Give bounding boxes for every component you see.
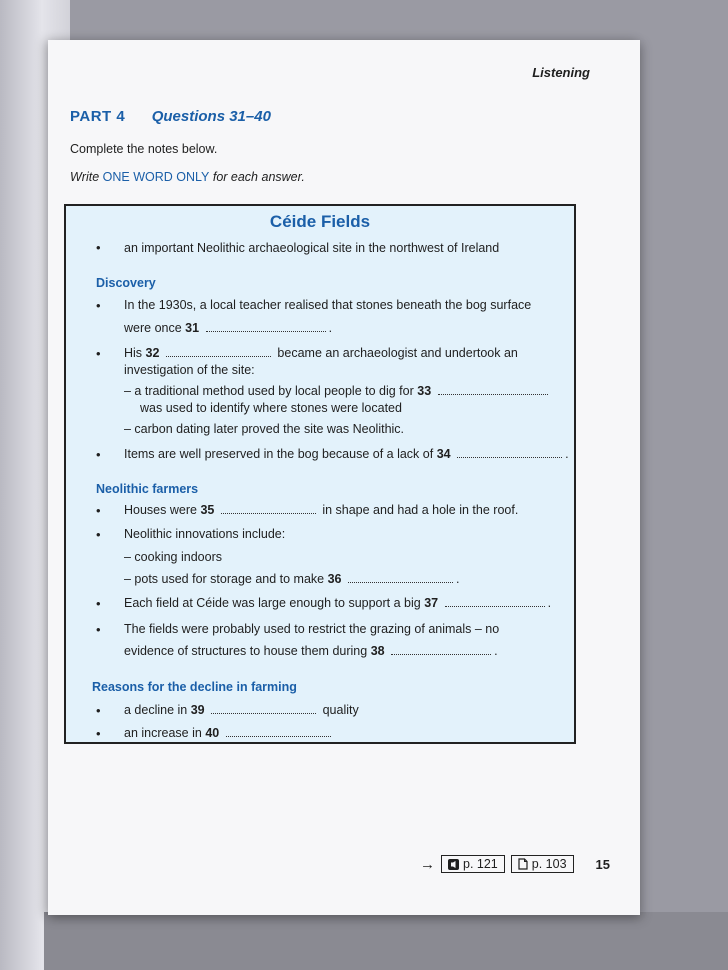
answer-gap-33[interactable]	[438, 393, 548, 395]
farmers-2: Neolithic innovations include:	[124, 527, 286, 541]
bullet-icon: •	[96, 503, 101, 518]
discovery-2-line1	[124, 346, 518, 360]
decline-1-after: quality	[322, 703, 359, 717]
answer-gap-34[interactable]	[457, 456, 562, 458]
farmers-5-text: Each field at Céide was large enough to support a big	[124, 596, 421, 610]
decline-1	[124, 703, 359, 717]
bullet-icon: •	[96, 346, 101, 361]
notes-title: Céide Fields	[269, 212, 371, 231]
farmers-1-after: in shape and had a hole in the roof.	[322, 503, 519, 517]
audio-reference[interactable]	[441, 855, 505, 873]
instruction-word-limit	[70, 170, 305, 184]
bullet-icon: •	[96, 447, 101, 462]
farmers-6-text: evidence of structures to house them during	[124, 644, 368, 658]
discovery-2-before: His	[124, 346, 143, 360]
discovery-3-line2: was used to identify where stones were located	[140, 401, 402, 415]
part-header	[70, 108, 271, 126]
farmers-6-line2: evidence of structures to house them during 38 .	[124, 644, 498, 658]
discovery-1-line2: were once 31 .	[124, 321, 333, 335]
farmers-6-line1: The fields were probably used to restrict the grazing of animals – no	[124, 622, 500, 636]
question-33-number: 33	[417, 384, 432, 398]
page-number: 15	[595, 856, 610, 872]
question-34-number: 34	[436, 447, 451, 461]
questions-range: Questions 31–40	[151, 108, 271, 125]
document-icon	[518, 858, 528, 870]
discovery-4: – carbon dating later proved the site was Neolithic.	[124, 422, 405, 436]
discovery-3-text: – a traditional method used by local people to dig for	[124, 384, 414, 398]
farmers-1-before: Houses were	[124, 503, 197, 517]
farmers-5: Each field at Céide was large enough to support a big 37 .	[124, 596, 552, 610]
answer-gap-35[interactable]	[221, 512, 316, 514]
discovery-1-text: were once	[124, 321, 182, 335]
answer-gap-40[interactable]	[226, 735, 331, 737]
discovery-2-after: became an archaeologist and undertook an	[277, 346, 518, 360]
bullet-icon: •	[96, 298, 101, 313]
farmers-4: – pots used for storage and to make 36 .	[124, 572, 460, 586]
discovery-1-line1: In the 1930s, a local teacher realised that stones beneath the bog surface	[124, 298, 532, 312]
transcript-reference-page: p. 103	[531, 857, 567, 871]
farmers-1	[124, 503, 518, 517]
bullet-icon: •	[96, 622, 101, 637]
question-36-number: 36	[327, 572, 342, 586]
table-surface	[44, 912, 728, 970]
answer-gap-39[interactable]	[211, 712, 316, 714]
audio-reference-page: p. 121	[463, 857, 498, 871]
question-31-number: 31	[185, 321, 200, 335]
question-38-number: 38	[370, 644, 385, 658]
answer-gap-31[interactable]	[206, 330, 326, 332]
decline-2-text: an increase in	[124, 726, 202, 740]
question-32-number: 32	[145, 346, 160, 360]
instruction-highlight: ONE WORD ONLY	[102, 170, 210, 184]
question-39-number: 39	[190, 703, 205, 717]
question-40-number: 40	[205, 726, 220, 740]
discovery-5-text: Items are well preserved in the bog because of a lack of	[124, 447, 434, 461]
bullet-icon: •	[96, 596, 101, 611]
discovery-3-line1	[124, 384, 551, 398]
answer-gap-37[interactable]	[445, 605, 545, 607]
answer-gap-32[interactable]	[166, 355, 271, 357]
bullet-icon: •	[96, 703, 101, 718]
answer-gap-36[interactable]	[348, 581, 453, 583]
discovery-2-line2: investigation of the site:	[124, 363, 255, 377]
notes-box	[64, 204, 576, 744]
bullet-icon: •	[96, 240, 101, 255]
decline-2	[124, 726, 334, 740]
arrow-right-icon: →	[420, 855, 435, 873]
discovery-5: Items are well preserved in the bog because of a lack of 34 .	[124, 447, 569, 461]
instruction-prefix: Write	[70, 170, 103, 184]
farmers-heading: Neolithic farmers	[96, 482, 199, 496]
transcript-reference[interactable]	[511, 855, 574, 873]
question-35-number: 35	[200, 503, 215, 517]
instruction-complete-notes: Complete the notes below.	[70, 142, 218, 156]
question-37-number: 37	[424, 596, 439, 610]
intro-text: an important Neolithic archaeological site in the northwest of Ireland	[124, 241, 500, 255]
farmers-3: – cooking indoors	[124, 550, 222, 564]
book-page	[48, 40, 640, 915]
farmers-4-text: – pots used for storage and to make	[124, 572, 325, 586]
decline-heading: Reasons for the decline in farming	[92, 680, 297, 694]
audio-track-icon	[448, 859, 459, 870]
bullet-icon: •	[96, 726, 101, 741]
bullet-icon: •	[96, 527, 101, 542]
section-label: Listening	[532, 65, 590, 80]
instruction-suffix: for each answer.	[209, 170, 305, 184]
answer-gap-38[interactable]	[391, 653, 491, 655]
page-footer	[420, 855, 610, 873]
part-title: PART 4	[70, 108, 126, 125]
discovery-heading: Discovery	[96, 276, 156, 290]
decline-1-before: a decline in	[124, 703, 188, 717]
